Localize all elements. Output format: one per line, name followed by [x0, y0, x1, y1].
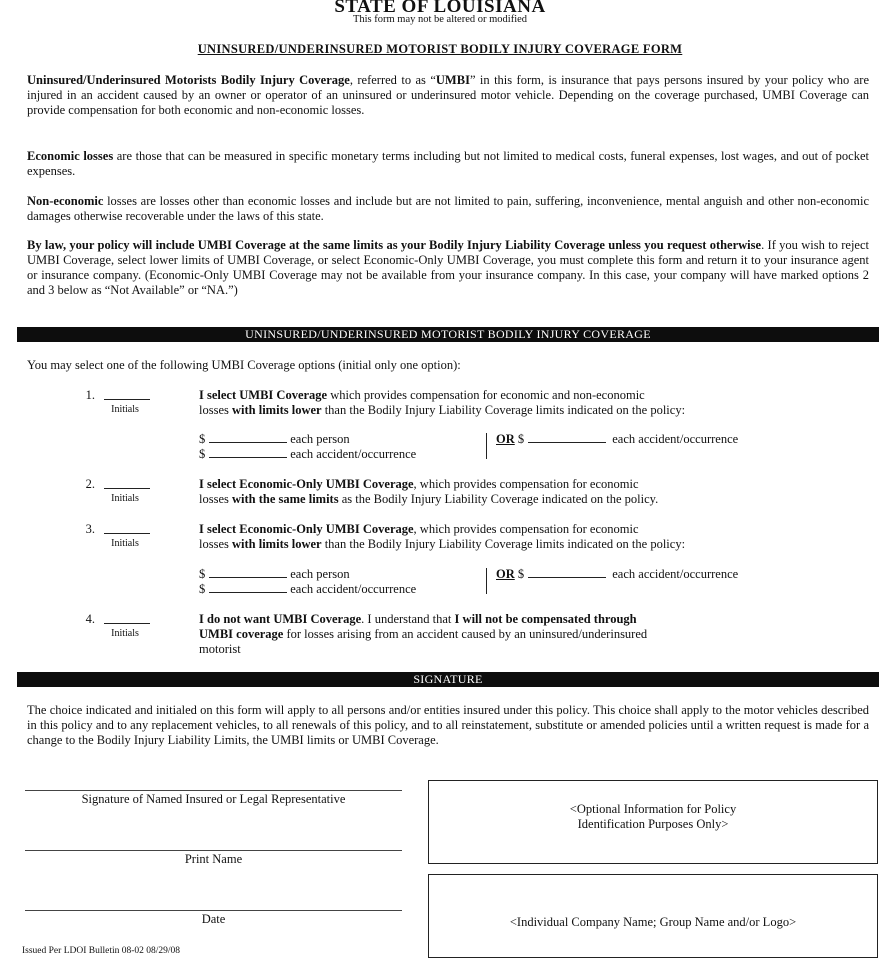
- option-1-divider: [486, 433, 487, 459]
- signature-label: Signature of Named Insured or Legal Representative: [81, 792, 346, 806]
- intro-term-economic: Economic losses: [27, 149, 114, 163]
- intro-term-umbi: Uninsured/Underinsured Motorists Bodily Injury Coverage: [27, 73, 350, 87]
- option-1-each-person-field[interactable]: $ each person: [199, 432, 350, 446]
- signature-terms-paragraph: The choice indicated and initialed on this form will apply to all persons and/or entities insured under this policy. This choice shall apply to the motor vehicles described in this policy and to any replacement vehicles, to all renewals of this policy, and to all reinstatement, substitute or amended policies until a written request is made for a change to the Bodily Injury Liability Limits, the UMBI limits or UMBI Coverage.: [27, 703, 869, 747]
- signature-section-header: SIGNATURE: [17, 672, 879, 687]
- intro-paragraph-non-economic: Non-economic losses are losses other than economic losses and include but are not limited to pain, suffering, inconvenience, mental anguish and other non-economic damages otherwise recoverable under the laws of this state.: [27, 194, 869, 223]
- option-1-text: I select UMBI Coverage which provides compensation for economic and non-economic losses with limits lower than the Bodily Injury Liability Coverage limits indicated on the policy:: [199, 388, 686, 417]
- option-3-each-accident-field[interactable]: $ each accident/occurrence: [199, 582, 417, 596]
- option-4-initials-label: Initials: [111, 628, 139, 639]
- form-state-title: STATE OF LOUISIANA: [334, 0, 546, 17]
- date-label: Date: [201, 912, 226, 926]
- option-3-initials-field[interactable]: [104, 522, 150, 534]
- intro-law-statement: By law, your policy will include UMBI Coverage at the same limits as your Bodily Injury Liability Coverage unless you request otherwise: [27, 238, 762, 252]
- option-3-initials-label: Initials: [111, 538, 139, 549]
- form-title: UNINSURED/UNDERINSURED MOTORIST BODILY INJURY COVERAGE FORM: [197, 42, 683, 56]
- option-4-initials-field[interactable]: [104, 612, 150, 624]
- option-1-combined-field[interactable]: OR $ each accident/occurrence: [496, 432, 739, 446]
- intro-term-non-economic: Non-economic: [27, 194, 104, 208]
- print-name-label: Print Name: [184, 852, 243, 866]
- option-1-number: 1.: [85, 388, 95, 402]
- intro-paragraph-law: By law, your policy will include UMBI Coverage at the same limits as your Bodily Injury Liability Coverage unless you request otherwise. If you wish to reject UMBI Coverage, select lower limits of UMBI Coverage, or select Economic-Only UMBI Coverage, you must complete this form and return it to your insurance agent or insurance company. (Economic-Only UMBI Coverage may not be available from your insurance company. In this case, your company will have marked options 2 and 3 below as “Not Available” or “NA.”): [27, 238, 869, 297]
- option-2-number: 2.: [85, 477, 95, 491]
- coverage-section-header: UNINSURED/UNDERINSURED MOTORIST BODILY INJURY COVERAGE: [17, 327, 879, 342]
- option-1-each-accident-field[interactable]: $ each accident/occurrence: [199, 447, 417, 461]
- policy-info-box-line-2: Identification Purposes Only>: [577, 817, 729, 831]
- option-4-text: I do not want UMBI Coverage. I understand that I will not be compensated through UMBI coverage for losses arising from an accident caused by an uninsured/underinsured motorist: [199, 612, 648, 656]
- option-4-number: 4.: [85, 612, 95, 626]
- signature-line[interactable]: [25, 790, 402, 791]
- option-3-text: I select Economic-Only UMBI Coverage, which provides compensation for economic losses with limits lower than the Bodily Injury Liability Coverage limits indicated on the policy:: [199, 522, 686, 551]
- option-1-initials-field[interactable]: [104, 388, 150, 400]
- option-3-each-person-field[interactable]: $ each person: [199, 567, 350, 581]
- option-3-number: 3.: [85, 522, 95, 536]
- intro-paragraph-economic: Economic losses are those that can be measured in specific monetary terms including but not limited to medical costs, funeral expenses, lost wages, and out of pocket expenses.: [27, 149, 870, 178]
- print-name-line[interactable]: [25, 850, 402, 851]
- company-logo-box-text: <Individual Company Name; Group Name and/or Logo>: [509, 915, 797, 929]
- intro-paragraph-umbi: Uninsured/Underinsured Motorists Bodily Injury Coverage, referred to as “UMBI” in this form, is insurance that pays persons insured by your policy who are injured in an accident caused by an owner or operator of an uninsured or underinsured motor vehicle. Depending on the coverage purchased, UMBI Coverage can provide compensation for both economic and non-economic losses.: [27, 73, 869, 117]
- coverage-instruction: You may select one of the following UMBI Coverage options (initial only one option):: [27, 358, 461, 372]
- policy-info-box: [428, 780, 878, 864]
- form-footer: Issued Per LDOI Bulletin 08-02 08/29/08: [22, 946, 181, 956]
- option-3-divider: [486, 568, 487, 594]
- option-2-initials-field[interactable]: [104, 477, 150, 489]
- company-logo-box: [428, 874, 878, 958]
- option-2-text: I select Economic-Only UMBI Coverage, which provides compensation for economic losses with the same limits as the Bodily Injury Liability Coverage indicated on the policy.: [199, 477, 659, 506]
- form-subtitle: This form may not be altered or modified: [352, 14, 528, 25]
- date-line[interactable]: [25, 910, 402, 911]
- option-2-initials-label: Initials: [111, 493, 139, 504]
- policy-info-box-line-1: <Optional Information for Policy: [569, 802, 737, 816]
- option-1-initials-label: Initials: [111, 404, 139, 415]
- option-3-combined-field[interactable]: OR $ each accident/occurrence: [496, 567, 739, 581]
